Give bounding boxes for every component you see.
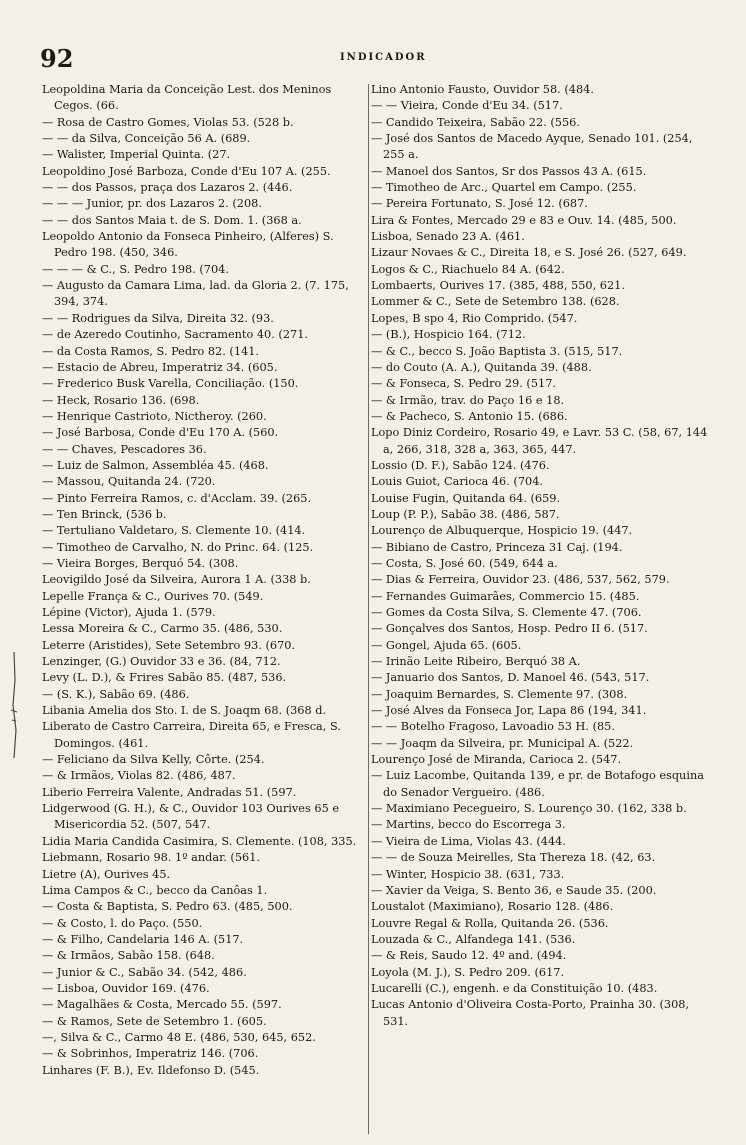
directory-entry: — Timotheo de Carvalho, N. do Princ. 64. (125. xyxy=(42,540,314,554)
directory-entry: Lopo Diniz Cordeiro, Rosario 49, e Lavr. 53 C. (58, 67, 144 a, 266, 318, 328 a, 363, 365, 447. xyxy=(371,426,708,456)
directory-entry: Lucarelli (C.), engenh. e da Constituição 10. (483. xyxy=(371,981,658,995)
directory-entry: Lombaerts, Ourives 17. (385, 488, 550, 621. xyxy=(371,279,625,293)
directory-entry: Louvre Regal & Rolla, Quitanda 26. (536. xyxy=(371,916,609,930)
directory-entry: Lidia Maria Candida Casimira, S. Clemente. (108, 335. xyxy=(42,834,357,848)
directory-entry: — Joaquim Bernardes, S. Clemente 97. (308. xyxy=(371,687,628,701)
directory-entry: — José Alves da Fonseca Jor, Lapa 86 (194, 341. xyxy=(371,704,647,718)
directory-entry: — Vieira de Lima, Violas 43. (444. xyxy=(371,834,566,848)
directory-entry: — Frederico Busk Varella, Conciliação. (150. xyxy=(42,377,299,391)
directory-entry: Lenzinger, (G.) Ouvidor 33 e 36. (84, 712. xyxy=(42,655,281,669)
directory-entry: — Luiz Lacombe, Quitanda 139, e pr. de Botafogo esquina do Senador Vergueiro. (486. xyxy=(371,769,704,799)
directory-entry: Lommer & C., Sete de Setembro 138. (628. xyxy=(371,295,620,309)
directory-entry: Loup (P. P.), Sabão 38. (486, 587. xyxy=(371,507,560,521)
directory-entry: — (B.), Hospicio 164. (712. xyxy=(371,328,526,342)
directory-entry: — Tertuliano Valdetaro, S. Clemente 10. (414. xyxy=(42,524,306,538)
margin-ink-mark xyxy=(6,650,22,760)
directory-entry: Lossio (D. F.), Sabão 124. (476. xyxy=(371,458,550,472)
directory-entry: Lessa Moreira & C., Carmo 35. (486, 530. xyxy=(42,622,283,636)
directory-entry: Leopoldino José Barboza, Conde d'Eu 107 A. (255. xyxy=(42,164,331,178)
directory-entry: — da Costa Ramos, S. Pedro 82. (141. xyxy=(42,344,259,358)
column-divider xyxy=(368,84,369,1134)
directory-entry: Louzada & C., Alfandega 141. (536. xyxy=(371,932,576,946)
directory-entry: — Gongel, Ajuda 65. (605. xyxy=(371,638,522,652)
directory-entry: — Candido Teixeira, Sabão 22. (556. xyxy=(371,115,580,129)
directory-entry: Lépine (Victor), Ajuda 1. (579. xyxy=(42,606,216,619)
directory-entry: — Magalhães & Costa, Mercado 55. (597. xyxy=(42,998,282,1012)
directory-entry: Lourenço José de Miranda, Carioca 2. (547. xyxy=(371,753,622,767)
directory-entry: — Lisboa, Ouvidor 169. (476. xyxy=(42,981,210,995)
directory-entry: Lourenço de Albuquerque, Hospicio 19. (447. xyxy=(371,524,633,538)
directory-entry: — Maximiano Pecegueiro, S. Lourenço 30. (162, 338 b. xyxy=(371,802,687,816)
directory-entry: — — Joaqm da Silveira, pr. Municipal A. (522. xyxy=(371,736,634,750)
directory-entry: — — da Silva, Conceição 56 A. (689. xyxy=(42,132,251,146)
directory-entry: — — — & C., S. Pedro 198. (704. xyxy=(42,262,229,276)
directory-entry: Lino Antonio Fausto, Ouvidor 58. (484. xyxy=(371,83,594,96)
directory-entry: — Estacio de Abreu, Imperatriz 34. (605. xyxy=(42,360,278,374)
directory-entry: — & Irmãos, Sabão 158. (648. xyxy=(42,949,215,963)
directory-entry: — Gonçalves dos Santos, Hosp. Pedro II 6. (517. xyxy=(371,622,648,636)
directory-entry: — Massou, Quitanda 24. (720. xyxy=(42,475,216,489)
directory-entry: — Walister, Imperial Quinta. (27. xyxy=(42,148,231,162)
directory-entry: — — Chaves, Pescadores 36. xyxy=(42,442,207,456)
page-number: 92 xyxy=(40,44,74,73)
directory-entry: — & C., becco S. João Baptista 3. (515, 517. xyxy=(371,344,623,358)
directory-entry: — & Filho, Candelaria 146 A. (517. xyxy=(42,932,244,946)
directory-entry: Leopoldina Maria da Conceição Lest. dos Meninos Cegos. (66. xyxy=(42,83,332,113)
directory-entry: — & Irmãos, Violas 82. (486, 487. xyxy=(42,769,236,783)
directory-entry: Lizaur Novaes & C., Direita 18, e S. José 26. (527, 649. xyxy=(371,246,687,260)
directory-entry: — Heck, Rosario 136. (698. xyxy=(42,393,200,407)
directory-entry: — Feliciano da Silva Kelly, Côrte. (254. xyxy=(42,753,265,767)
directory-entry: Lietre (A), Ourives 45. xyxy=(42,867,171,881)
directory-entry: — Rosa de Castro Gomes, Violas 53. (528 b. xyxy=(42,115,294,129)
directory-entry: — Henrique Castrioto, Nictheroy. (260. xyxy=(42,409,267,423)
directory-entry: Lima Campos & C., becco da Canôas 1. xyxy=(42,883,268,897)
directory-entry: — — Botelho Fragoso, Lavoadio 53 H. (85. xyxy=(371,720,615,734)
directory-entry: Logos & C., Riachuelo 84 A. (642. xyxy=(371,262,565,276)
directory-entry: Liebmann, Rosario 98. 1º andar. (561. xyxy=(42,851,260,865)
directory-entry: — — dos Passos, praça dos Lazaros 2. (446. xyxy=(42,181,293,195)
directory-entry: — Irinão Leite Ribeiro, Berquó 38 A. xyxy=(371,655,581,669)
directory-entry: — & Ramos, Sete de Setembro 1. (605. xyxy=(42,1014,267,1028)
right-column xyxy=(371,82,709,1030)
directory-entry: — José dos Santos de Macedo Ayque, Senado 101. (254, 255 a. xyxy=(371,132,693,162)
directory-entry: — — Vieira, Conde d'Eu 34. (517. xyxy=(371,99,563,113)
directory-entry: — Bibiano de Castro, Princeza 31 Caj. (194. xyxy=(371,540,623,554)
directory-entry: — & Reis, Saudo 12. 4º and. (494. xyxy=(371,949,567,963)
directory-entry: — Manoel dos Santos, Sr dos Passos 43 A. (615. xyxy=(371,164,647,178)
directory-entry: — Fernandes Guimarães, Commercio 15. (485. xyxy=(371,589,640,603)
directory-entry: Loustalot (Maximiano), Rosario 128. (486. xyxy=(371,900,614,914)
directory-entry: Leterre (Aristides), Sete Setembro 93. (670. xyxy=(42,638,296,652)
directory-entry: — Augusto da Camara Lima, lad. da Gloria 2. (7. 175, 394, 374. xyxy=(42,279,349,309)
directory-entry: — Pinto Ferreira Ramos, c. d'Acclam. 39. (265. xyxy=(42,491,312,505)
directory-entry: — — dos Santos Maia t. de S. Dom. 1. (368 a. xyxy=(42,213,302,227)
directory-entry: — Costa & Baptista, S. Pedro 63. (485, 500. xyxy=(42,900,293,914)
directory-entry: —, Silva & C., Carmo 48 E. (486, 530, 645, 652. xyxy=(42,1030,316,1044)
directory-entry: — Xavier da Veiga, S. Bento 36, e Saude 35. (200. xyxy=(371,883,657,897)
left-column xyxy=(42,82,367,1079)
directory-entry: — Winter, Hospicio 38. (631, 733. xyxy=(371,867,565,881)
directory-entry: Liberato de Castro Carreira, Direita 65, e Fresca, S. Domingos. (461. xyxy=(42,720,341,750)
directory-entry: — Martins, becco do Escorrega 3. xyxy=(371,818,566,832)
directory-entry: Leopoldo Antonio da Fonseca Pinheiro, (Alferes) S. Pedro 198. (450, 346. xyxy=(42,230,334,260)
directory-entry: — Ten Brinck, (536 b. xyxy=(42,507,167,521)
directory-entry: — — Rodrigues da Silva, Direita 32. (93. xyxy=(42,311,274,325)
directory-entry: — Timotheo de Arc., Quartel em Campo. (255. xyxy=(371,181,637,195)
running-title: INDICADOR xyxy=(340,52,427,63)
directory-entry: — & Irmão, trav. do Paço 16 e 18. xyxy=(371,393,565,407)
directory-entry: — do Couto (A. A.), Quitanda 39. (488. xyxy=(371,360,592,374)
directory-entry: Louise Fugin, Quitanda 64. (659. xyxy=(371,491,561,505)
directory-entry: — Luiz de Salmon, Assembléa 45. (468. xyxy=(42,458,269,472)
directory-entry: — (S. K.), Sabão 69. (486. xyxy=(42,687,190,701)
directory-entry: — & Fonseca, S. Pedro 29. (517. xyxy=(371,377,556,391)
directory-entry: — — — Junior, pr. dos Lazaros 2. (208. xyxy=(42,197,262,211)
directory-entry: Loyola (M. J.), S. Pedro 209. (617. xyxy=(371,965,565,979)
directory-entry: Louis Guiot, Carioca 46. (704. xyxy=(371,475,543,489)
directory-entry: — Vieira Borges, Berquó 54. (308. xyxy=(42,556,239,570)
directory-entry: — Dias & Ferreira, Ouvidor 23. (486, 537, 562, 579. xyxy=(371,573,670,587)
directory-entry: Liberio Ferreira Valente, Andradas 51. (597. xyxy=(42,785,297,799)
directory-entry: Leovigildo José da Silveira, Aurora 1 A. (338 b. xyxy=(42,573,311,587)
directory-entry: Lopes, B spo 4, Rio Comprido. (547. xyxy=(371,311,578,325)
directory-entry: — & Pacheco, S. Antonio 15. (686. xyxy=(371,409,568,423)
directory-entry: Lidgerwood (G. H.), & C., Ouvidor 103 Ourives 65 e Misericordia 52. (507, 547. xyxy=(42,802,340,832)
directory-entry: Lira & Fontes, Mercado 29 e 83 e Ouv. 14. (485, 500. xyxy=(371,213,677,227)
directory-entry: — de Azeredo Coutinho, Sacramento 40. (271. xyxy=(42,328,308,342)
directory-entry: Levy (L. D.), & Frires Sabão 85. (487, 536. xyxy=(42,671,287,685)
directory-entry: — José Barbosa, Conde d'Eu 170 A. (560. xyxy=(42,426,279,440)
directory-entry: — — de Souza Meirelles, Sta Thereza 18. (42, 63. xyxy=(371,851,656,865)
directory-entry: Linhares (F. B.), Ev. Ildefonso D. (545. xyxy=(42,1063,260,1077)
directory-entry: — Gomes da Costa Silva, S. Clemente 47. (706. xyxy=(371,606,642,619)
directory-entry: Lisboa, Senado 23 A. (461. xyxy=(371,230,525,244)
directory-entry: Libania Amelia dos Sto. I. de S. Joaqm 68. (368 d. xyxy=(42,704,327,718)
directory-entry: Lucas Antonio d'Oliveira Costa-Porto, Prainha 30. (308, 531. xyxy=(371,998,690,1028)
directory-entry: — Januario dos Santos, D. Manoel 46. (543, 517. xyxy=(371,671,650,685)
directory-entry: Lepelle França & C., Ourives 70. (549. xyxy=(42,589,264,603)
directory-entry: — Costa, S. José 60. (549, 644 a. xyxy=(371,556,558,570)
directory-entry: — Junior & C., Sabão 34. (542, 486. xyxy=(42,965,247,979)
page-header xyxy=(40,44,740,73)
directory-entry: — & Sobrinhos, Imperatriz 146. (706. xyxy=(42,1047,259,1061)
directory-entry: — Pereira Fortunato, S. José 12. (687. xyxy=(371,197,588,211)
directory-entry: — & Costo, l. do Paço. (550. xyxy=(42,916,203,930)
